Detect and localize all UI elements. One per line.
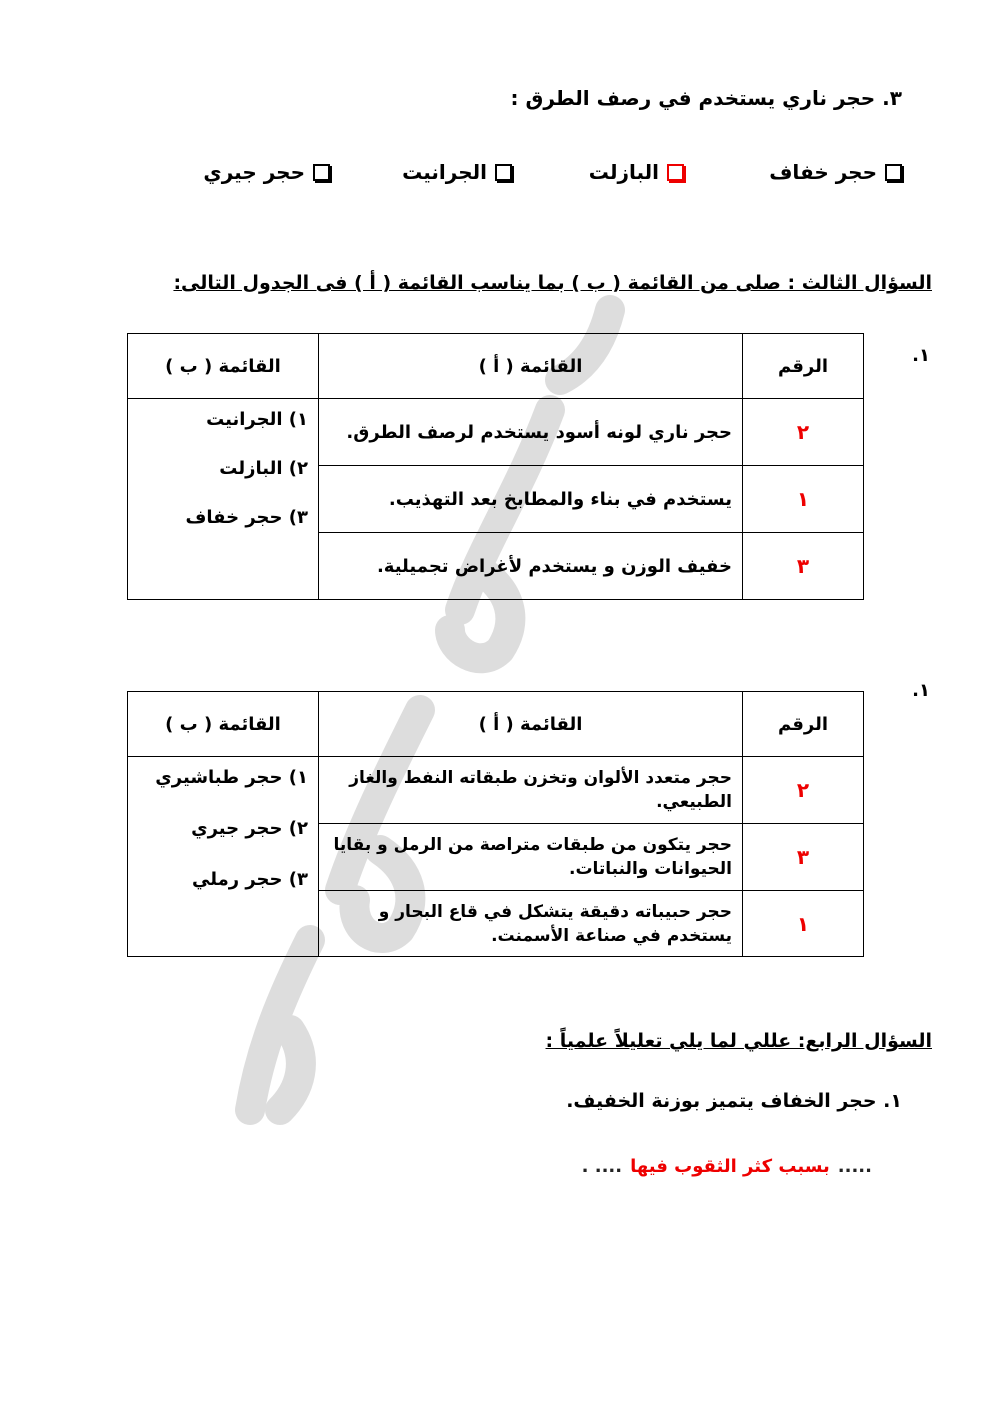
option-basalt[interactable]: البازلت <box>589 160 684 184</box>
matching-table-1 <box>127 333 864 600</box>
header-list-b: القائمة ( ب ) <box>128 334 319 399</box>
row-text: حجر متعدد الألوان وتخزن طبقاته النفط والغاز الطبيعي. <box>319 757 743 824</box>
row-number: ٣ <box>743 824 864 891</box>
option-limestone[interactable]: حجر جيري <box>203 160 330 184</box>
answer-line <box>582 1156 872 1177</box>
section-4-heading: السؤال الرابع: عللي لما يلي تعليلاً علمياً : <box>545 1030 932 1052</box>
option-pumice[interactable]: حجر خفاف <box>769 160 902 184</box>
row-text: خفيف الوزن و يستخدم لأغراض تجميلية. <box>319 533 743 600</box>
header-list-a: القائمة ( أ ) <box>319 692 743 757</box>
matching-table-2 <box>127 691 864 957</box>
list-b-item: ٢) حجر جيري <box>191 818 308 839</box>
row-text: حجر ناري لونه أسود يستخدم لرصف الطرق. <box>319 399 743 466</box>
checkbox-icon[interactable] <box>495 164 512 181</box>
checkbox-icon[interactable] <box>667 164 684 181</box>
checkbox-icon[interactable] <box>313 164 330 181</box>
question-3-title: ٣. حجر ناري يستخدم في رصف الطرق : <box>510 86 902 110</box>
list-b-item: ١) حجر طباشيري <box>155 767 308 788</box>
answer-dots-start: ..... <box>837 1156 872 1177</box>
list-b-cell <box>128 399 319 600</box>
row-number: ٣ <box>743 533 864 600</box>
checkbox-icon[interactable] <box>885 164 902 181</box>
answer-text: بسبب كثر الثقوب فيها <box>630 1156 830 1177</box>
row-number: ٢ <box>743 757 864 824</box>
header-list-a: القائمة ( أ ) <box>319 334 743 399</box>
list-b-cell <box>128 757 319 957</box>
header-list-b: القائمة ( ب ) <box>128 692 319 757</box>
list-b-item: ٢) البازلت <box>219 458 308 479</box>
row-number: ١ <box>743 891 864 957</box>
list-b-item: ٣) حجر خفاف <box>185 507 308 528</box>
list-b-item: ١) الجرانيت <box>206 409 308 430</box>
row-text: حجر يتكون من طبقات متراصة من الرمل و بقايا الحيوانات والنباتات. <box>319 824 743 891</box>
row-number: ٢ <box>743 399 864 466</box>
row-text: حجر حبيباته دقيقة يتشكل في قاع البحار و يستخدم في صناعة الأسمنت. <box>319 891 743 957</box>
row-number: ١ <box>743 466 864 533</box>
option-granite[interactable]: الجرانيت <box>402 160 512 184</box>
table-2-label: ١. <box>912 680 930 701</box>
list-b-item: ٣) حجر رملي <box>192 869 308 890</box>
table-1-label: ١. <box>912 345 930 366</box>
header-number: الرقم <box>743 334 864 399</box>
header-number: الرقم <box>743 692 864 757</box>
answer-dots-end: .... . <box>581 1156 623 1177</box>
section-3-heading: السؤال الثالث : صلى من القائمة ( ب ) بما يناسب القائمة ( أ ) فى الجدول التالى: <box>173 272 932 294</box>
row-text: يستخدم في بناء والمطابخ بعد التهذيب. <box>319 466 743 533</box>
reason-item: ١. حجر الخفاف يتميز بوزنة الخفيف. <box>566 1090 902 1112</box>
